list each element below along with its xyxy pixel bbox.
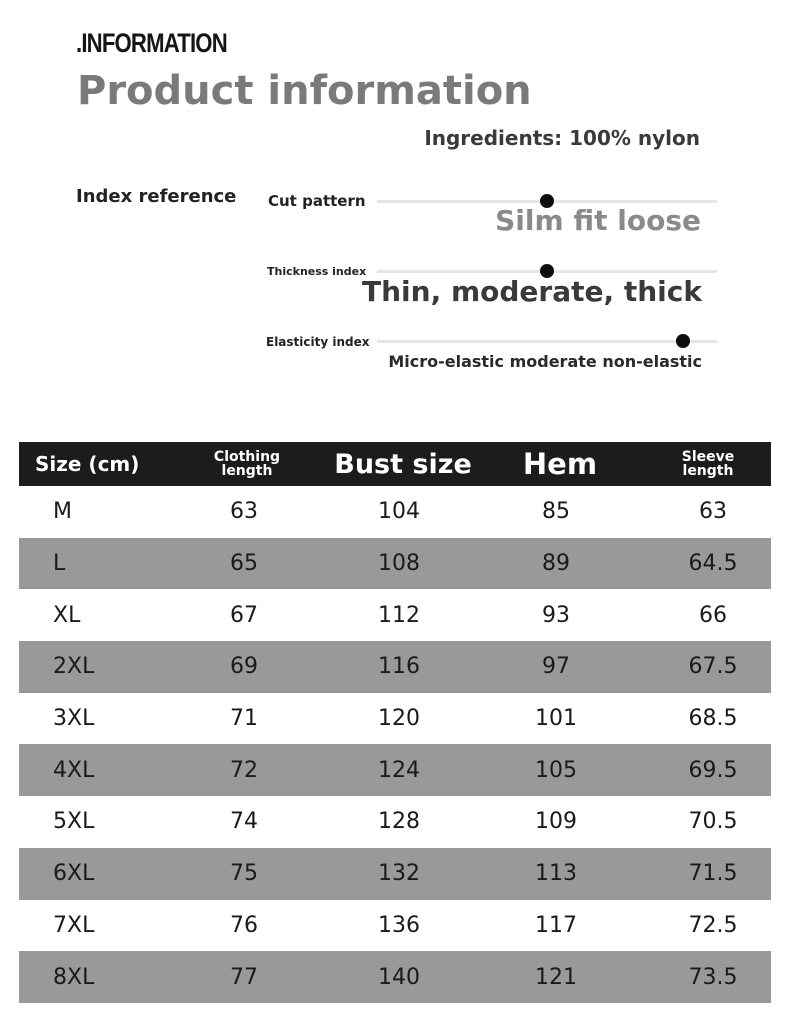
header-clothing-length: Clothing length bbox=[213, 449, 281, 479]
clothing-length-cell: 63 bbox=[230, 499, 258, 525]
table-row bbox=[19, 693, 771, 745]
table-body bbox=[19, 486, 771, 1003]
header-size: Size (cm) bbox=[35, 452, 140, 476]
size-cell: 3XL bbox=[53, 706, 95, 732]
size-cell: M bbox=[53, 499, 72, 525]
size-cell: 5XL bbox=[53, 809, 95, 835]
elasticity-index-track bbox=[377, 340, 717, 343]
header-sleeve-length: Sleeve length bbox=[681, 449, 735, 479]
hem-cell: 109 bbox=[535, 809, 577, 835]
size-cell: 7XL bbox=[53, 912, 95, 938]
bust-size-cell: 104 bbox=[378, 499, 420, 525]
bust-size-cell: 112 bbox=[378, 602, 420, 628]
bust-size-cell: 124 bbox=[378, 757, 420, 783]
hem-cell: 105 bbox=[535, 757, 577, 783]
sleeve-length-cell: 68.5 bbox=[688, 706, 738, 732]
clothing-length-cell: 77 bbox=[230, 964, 258, 990]
bust-size-cell: 136 bbox=[378, 912, 420, 938]
hem-cell: 101 bbox=[535, 706, 577, 732]
sleeve-length-cell: 67.5 bbox=[688, 654, 738, 680]
size-cell: 8XL bbox=[53, 964, 95, 990]
sleeve-length-cell: 69.5 bbox=[688, 757, 738, 783]
thickness-index-scale-text: Thin, moderate, thick bbox=[362, 275, 702, 308]
bust-size-cell: 120 bbox=[378, 706, 420, 732]
thickness-index-label: Thickness index bbox=[267, 265, 367, 278]
section-tag: .INFORMATION bbox=[76, 28, 227, 58]
bust-size-cell: 128 bbox=[378, 809, 420, 835]
bust-size-cell: 116 bbox=[378, 654, 420, 680]
ingredients-text: Ingredients: 100% nylon bbox=[424, 126, 700, 150]
sleeve-length-cell: 66 bbox=[699, 602, 727, 628]
table-row bbox=[19, 641, 771, 693]
bust-size-cell: 132 bbox=[378, 861, 420, 887]
hem-cell: 85 bbox=[542, 499, 570, 525]
size-cell: 2XL bbox=[53, 654, 95, 680]
cut-pattern-label: Cut pattern bbox=[268, 192, 366, 210]
bust-size-cell: 140 bbox=[378, 964, 420, 990]
size-cell: 6XL bbox=[53, 861, 95, 887]
sleeve-length-cell: 63 bbox=[699, 499, 727, 525]
clothing-length-cell: 75 bbox=[230, 861, 258, 887]
sleeve-length-cell: 64.5 bbox=[688, 551, 738, 577]
bust-size-cell: 108 bbox=[378, 551, 420, 577]
clothing-length-cell: 65 bbox=[230, 551, 258, 577]
table-row bbox=[19, 486, 771, 538]
thickness-index-track bbox=[377, 270, 717, 273]
cut-pattern-scale-text: Silm fit loose bbox=[495, 204, 701, 237]
size-cell: XL bbox=[53, 602, 81, 628]
elasticity-index-label: Elasticity index bbox=[266, 335, 370, 349]
hem-cell: 97 bbox=[542, 654, 570, 680]
cut-pattern-track bbox=[377, 200, 717, 203]
clothing-length-cell: 74 bbox=[230, 809, 258, 835]
clothing-length-cell: 71 bbox=[230, 706, 258, 732]
page-title: Product information bbox=[77, 68, 532, 114]
table-row bbox=[19, 538, 771, 590]
index-reference-heading: Index reference bbox=[76, 186, 237, 207]
table-row bbox=[19, 848, 771, 900]
sleeve-length-cell: 72.5 bbox=[688, 912, 738, 938]
size-cell: L bbox=[53, 551, 66, 577]
hem-cell: 89 bbox=[542, 551, 570, 577]
size-table bbox=[19, 442, 771, 1003]
hem-cell: 117 bbox=[535, 912, 577, 938]
clothing-length-cell: 69 bbox=[230, 654, 258, 680]
sleeve-length-cell: 70.5 bbox=[688, 809, 738, 835]
elasticity-index-scale-text: Micro-elastic moderate non-elastic bbox=[388, 352, 702, 371]
clothing-length-cell: 76 bbox=[230, 912, 258, 938]
table-row bbox=[19, 589, 771, 641]
clothing-length-cell: 67 bbox=[230, 602, 258, 628]
table-header bbox=[19, 442, 771, 486]
sleeve-length-cell: 73.5 bbox=[688, 964, 738, 990]
hem-cell: 121 bbox=[535, 964, 577, 990]
hem-cell: 93 bbox=[542, 602, 570, 628]
clothing-length-cell: 72 bbox=[230, 757, 258, 783]
header-hem: Hem bbox=[522, 446, 598, 481]
table-row bbox=[19, 951, 771, 1003]
sleeve-length-cell: 71.5 bbox=[688, 861, 738, 887]
size-cell: 4XL bbox=[53, 757, 95, 783]
hem-cell: 113 bbox=[535, 861, 577, 887]
elasticity-index-indicator bbox=[676, 334, 690, 348]
table-row bbox=[19, 744, 771, 796]
table-row bbox=[19, 796, 771, 848]
table-row bbox=[19, 900, 771, 952]
header-bust-size: Bust size bbox=[334, 448, 472, 480]
